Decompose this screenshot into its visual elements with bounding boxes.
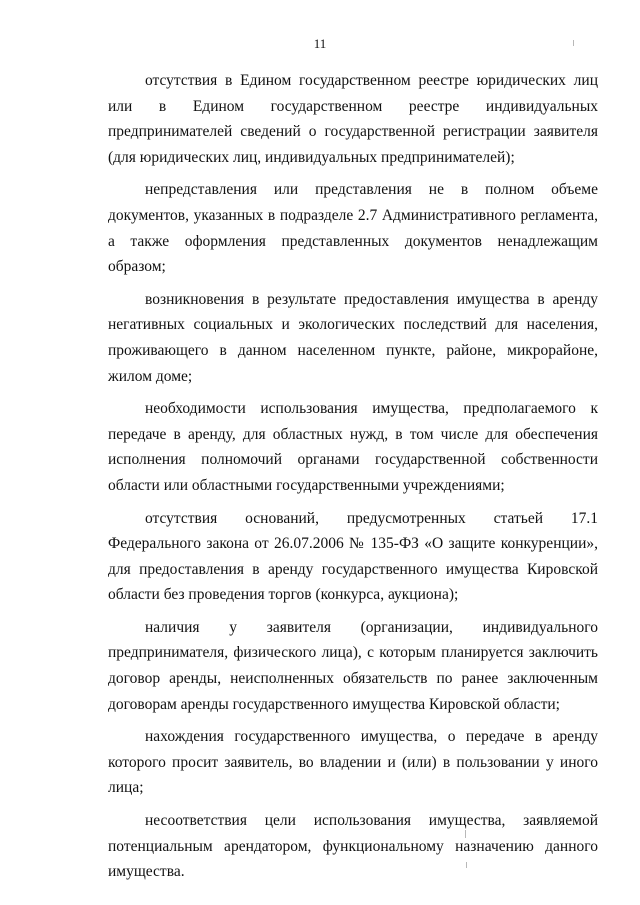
paragraph-no-registry-info: отсутствия в Едином государственном реестре юридических лиц или в Едином государственном реестре индивидуальных предпринимателей сведений о государственной регистрации заявителя (для юридических лиц, индивидуальных предпринимателей); xyxy=(108,72,598,166)
paragraph-possession-by-other: нахождения государственного имущества, о передаче в аренду которого просит заявитель, во владении и (или) в пользовании у иного лица; xyxy=(108,728,598,797)
paragraph-no-grounds: отсутствия оснований, предусмотренных статьей 17.1 Федерального закона от 26.07.2006 № 135-ФЗ «О защите конкуренции», для предоставления в аренду государственного имущества Кировской области без проведения торгов (конкурса, аукциона); xyxy=(108,509,598,604)
page-number: 11 xyxy=(313,36,327,51)
document-body xyxy=(108,68,598,892)
paragraph-purpose-mismatch: несоответствия цели использования имущества, заявляемой потенциальным арендатором, функциональному назначению данного имущества. xyxy=(108,812,598,881)
scan-artifact xyxy=(465,830,466,838)
scan-artifact xyxy=(573,40,574,46)
paragraph-incomplete-documents: непредставления или представления не в полном объеме документов, указанных в подразделе 2.7 Административного регламента, а также оформления представленных документов ненадлежащим образом; xyxy=(108,181,598,276)
scan-artifact xyxy=(466,862,467,868)
paragraph-regional-needs: необходимости использования имущества, предполагаемого к передаче в аренду, для областных нужд, в том числе для обеспечения исполнения полномочий органами государственной собственности области или областными государственными учреждениями; xyxy=(108,400,598,494)
paragraph-unfulfilled-obligations: наличия у заявителя (организации, индивидуального предпринимателя, физического лица), с которым планируется заключить договор аренды, неисполненных обязательств по ранее заключенным договорам аренды государственного имущества Кировской области; xyxy=(108,618,598,713)
paragraph-negative-consequences: возникновения в результате предоставления имущества в аренду негативных социальных и экологических последствий для населения, проживающего в данном населенном пункте, районе, микрорайоне, жилом доме; xyxy=(108,290,598,385)
